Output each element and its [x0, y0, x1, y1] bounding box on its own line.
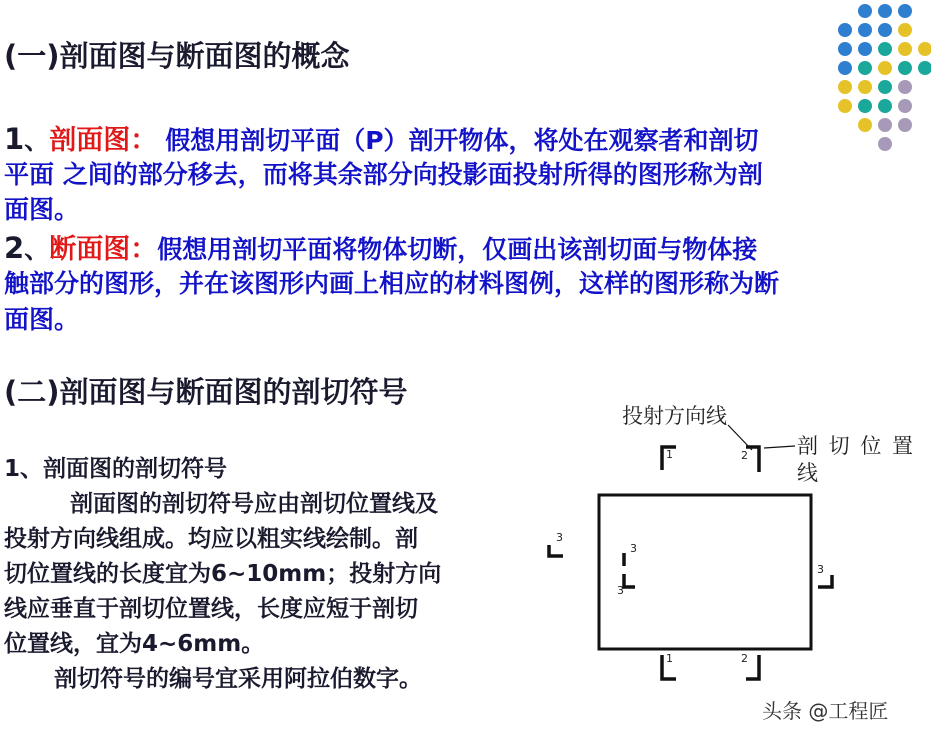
section2-line-2: 投射方向线组成。均应以粗实线绘制。剖: [4, 526, 418, 552]
item1-separator: 、: [24, 126, 50, 155]
symbol-number-top-2: 2: [741, 449, 748, 462]
section2-line-3: 切位置线的长度宜为6~10mm；投射方向: [4, 561, 442, 587]
section-symbol-left-3: [549, 545, 563, 556]
symbol-number-bottom-1: 1: [666, 652, 673, 665]
symbol-number-top-1: 1: [666, 448, 673, 461]
section2-line-6: 剖切符号的编号宜采用阿拉伯数字。: [54, 666, 422, 692]
object-outline: [599, 495, 811, 649]
item2-separator: 、: [24, 235, 50, 264]
item2-line-1: 假想用剖切平面将物体切断，仅画出该剖切面与物体接: [157, 235, 758, 264]
symbol-number-bottom-2: 2: [741, 652, 748, 665]
watermark: 头条 @工程匠: [762, 699, 889, 723]
symbol-number-right-3: 3: [817, 563, 824, 576]
section1-heading: (一)剖面图与断面图的概念: [4, 39, 350, 73]
item1-term: 剖面图：: [49, 125, 158, 156]
symbol-number-inner-bottom-3: 3: [617, 584, 624, 597]
item1-line-2: 平面 之间的部分移去，而将其余部分向投影面投射所得的图形称为剖: [4, 160, 763, 189]
projection-line-label: 投射方向线: [622, 404, 727, 428]
position-line-label-2: 线: [797, 461, 818, 485]
section2-subheading: 1、剖面图的剖切符号: [4, 456, 228, 482]
section-symbol-right-3: [818, 575, 832, 587]
item1-number: 1: [4, 122, 25, 156]
section2-line-1: 剖面图的剖切符号应由剖切位置线及: [70, 491, 438, 517]
position-line-label-1: 剖 切 位 置: [797, 434, 916, 458]
section2-line-4: 线应垂直于剖切位置线，长度应短于剖切: [4, 596, 418, 622]
item1-line-1: 假想用剖切平面（P）剖开物体，将处在观察者和剖切: [165, 126, 759, 155]
item2-term: 断面图：: [49, 234, 158, 265]
section2-line-5: 位置线，宜为4~6mm。: [4, 631, 265, 657]
symbol-number-inner-top-3: 3: [630, 542, 637, 555]
section2-heading: (二)剖面图与断面图的剖切符号: [4, 375, 408, 409]
item2-number: 2: [4, 231, 25, 265]
item2-line-3: 面图。: [4, 305, 80, 334]
item2-line-2: 触部分的图形，并在该图形内画上相应的材料图例，这样的图形称为断: [4, 269, 780, 298]
item1-line-3: 面图。: [4, 195, 80, 224]
position-leader-line: [764, 446, 795, 448]
section-symbol-inner-3: [624, 553, 635, 587]
symbol-number-left-3: 3: [556, 531, 563, 544]
